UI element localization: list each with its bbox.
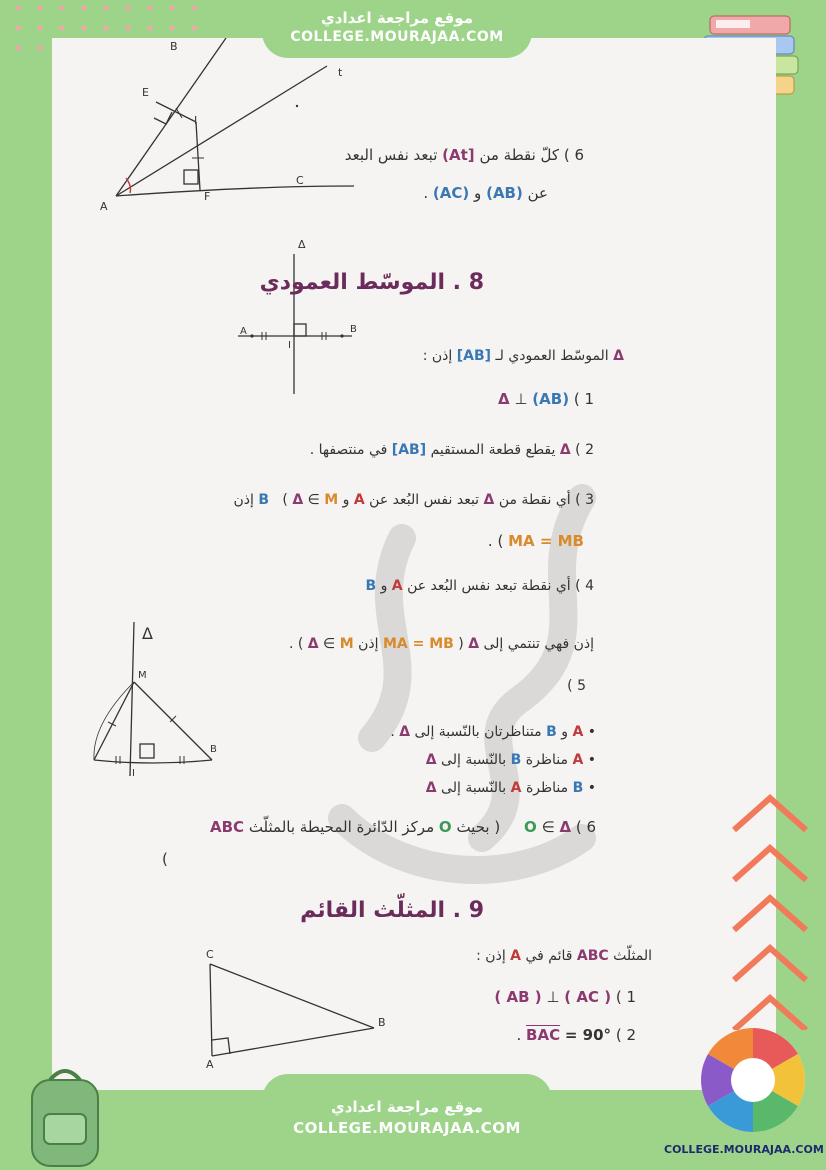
document-page — [52, 38, 776, 1090]
site-name-bottom: موقع مراجعة اعدادي — [331, 1098, 483, 1116]
s8-item2: 2 ) Δ يقطع قطعة المستقيم [AB] في منتصفها . — [309, 442, 594, 458]
fig3-label-delta: Δ — [142, 624, 153, 643]
fig2-label-I: I — [288, 340, 291, 351]
section8-title: 8 . الموسّط العمودي — [259, 270, 484, 295]
s8-bullet1: • A و B متناظرتان بالنّسبة إلى Δ . — [390, 724, 596, 740]
s8-item6-close: ) — [162, 850, 168, 868]
fig4-label-B: B — [378, 1016, 386, 1029]
fig4-label-C: C — [206, 948, 214, 961]
backpack-icon — [10, 1060, 120, 1170]
bottom-site-banner[interactable] — [262, 1074, 552, 1169]
s8-item4: 4 ) أي نقطة تبعد نفس البُعد عن A و B — [365, 578, 594, 594]
top-site-banner[interactable] — [262, 0, 532, 58]
s8-item4-line2: إذن فهي تنتمي إلى Δ ( MA = MB إذن Δ ∈ M ) . — [288, 636, 594, 652]
site-name: موقع مراجعة اعدادي — [321, 9, 473, 27]
s8-item1: 1 ) (AB) ⊥ Δ — [498, 390, 594, 408]
chevron-decoration-icon — [720, 790, 820, 1030]
s9-intro: المثلّث ABC قائم في A إذن : — [476, 948, 652, 964]
fig2-label-B: B — [350, 324, 357, 335]
s8-bullet2: • A مناظرة B بالنّسبة إلى Δ — [425, 752, 596, 768]
handwritten-watermark — [282, 458, 662, 918]
logo-caption: COLLEGE.MOURAJAA.COM — [664, 1143, 824, 1156]
fig3-label-B: B — [210, 744, 217, 755]
site-url: COLLEGE.MOURAJAA.COM — [290, 29, 504, 45]
fig1-label-A: A — [100, 200, 108, 213]
fig2-label-delta: Δ — [298, 238, 306, 251]
prop6-line1: 6 ) كلّ نقطة من [At) تبعد نفس البعد — [344, 146, 584, 164]
s8-bullet3: • B مناظرة A بالنّسبة إلى Δ — [425, 780, 596, 796]
fig2-label-A: A — [240, 326, 247, 337]
figure-angle-bisector — [92, 38, 392, 218]
s9-item2: 2 ) $\overline{BAC} = 90^\circ$ . — [516, 1026, 636, 1044]
prop6-line2: عن (AB) و (AC) . — [423, 184, 548, 202]
s9-item1: 1 ) ( AC ) ⊥ ( AB ) — [494, 988, 636, 1006]
fig1-label-t: t — [338, 66, 343, 79]
section9-title: 9 . المثلّث القائم — [300, 898, 484, 923]
fig1-label-C: C — [296, 174, 304, 187]
site-url-bottom: COLLEGE.MOURAJAA.COM — [293, 1119, 521, 1137]
fig3-label-M: M — [138, 670, 147, 681]
fig3-label-I: I — [132, 768, 135, 779]
fig1-label-I: I — [194, 114, 198, 127]
fig1-label-B: B — [170, 40, 178, 53]
fig4-label-A: A — [206, 1058, 214, 1071]
figure-right-triangle — [200, 944, 390, 1064]
s8-item5: 5 ) — [567, 678, 586, 694]
s8-item3-line2: MA = MB ) . — [487, 532, 584, 550]
s8-item3: 3 ) أي نقطة من Δ تبعد نفس البُعد عن A و B ( Δ ∈ M إذن — [233, 492, 594, 508]
s8-item6: 6 ) O ∈ Δ ( بحيث O مركز الدّائرة المحيطة بالمثلّث ABC — [209, 818, 596, 836]
fig1-label-E: E — [142, 86, 149, 99]
fig1-label-F: F — [204, 190, 211, 203]
figure-perpendicular-bisector — [232, 238, 372, 398]
s8-intro: Δ الموسّط العمودي لـ [AB] إذن : — [422, 348, 624, 364]
